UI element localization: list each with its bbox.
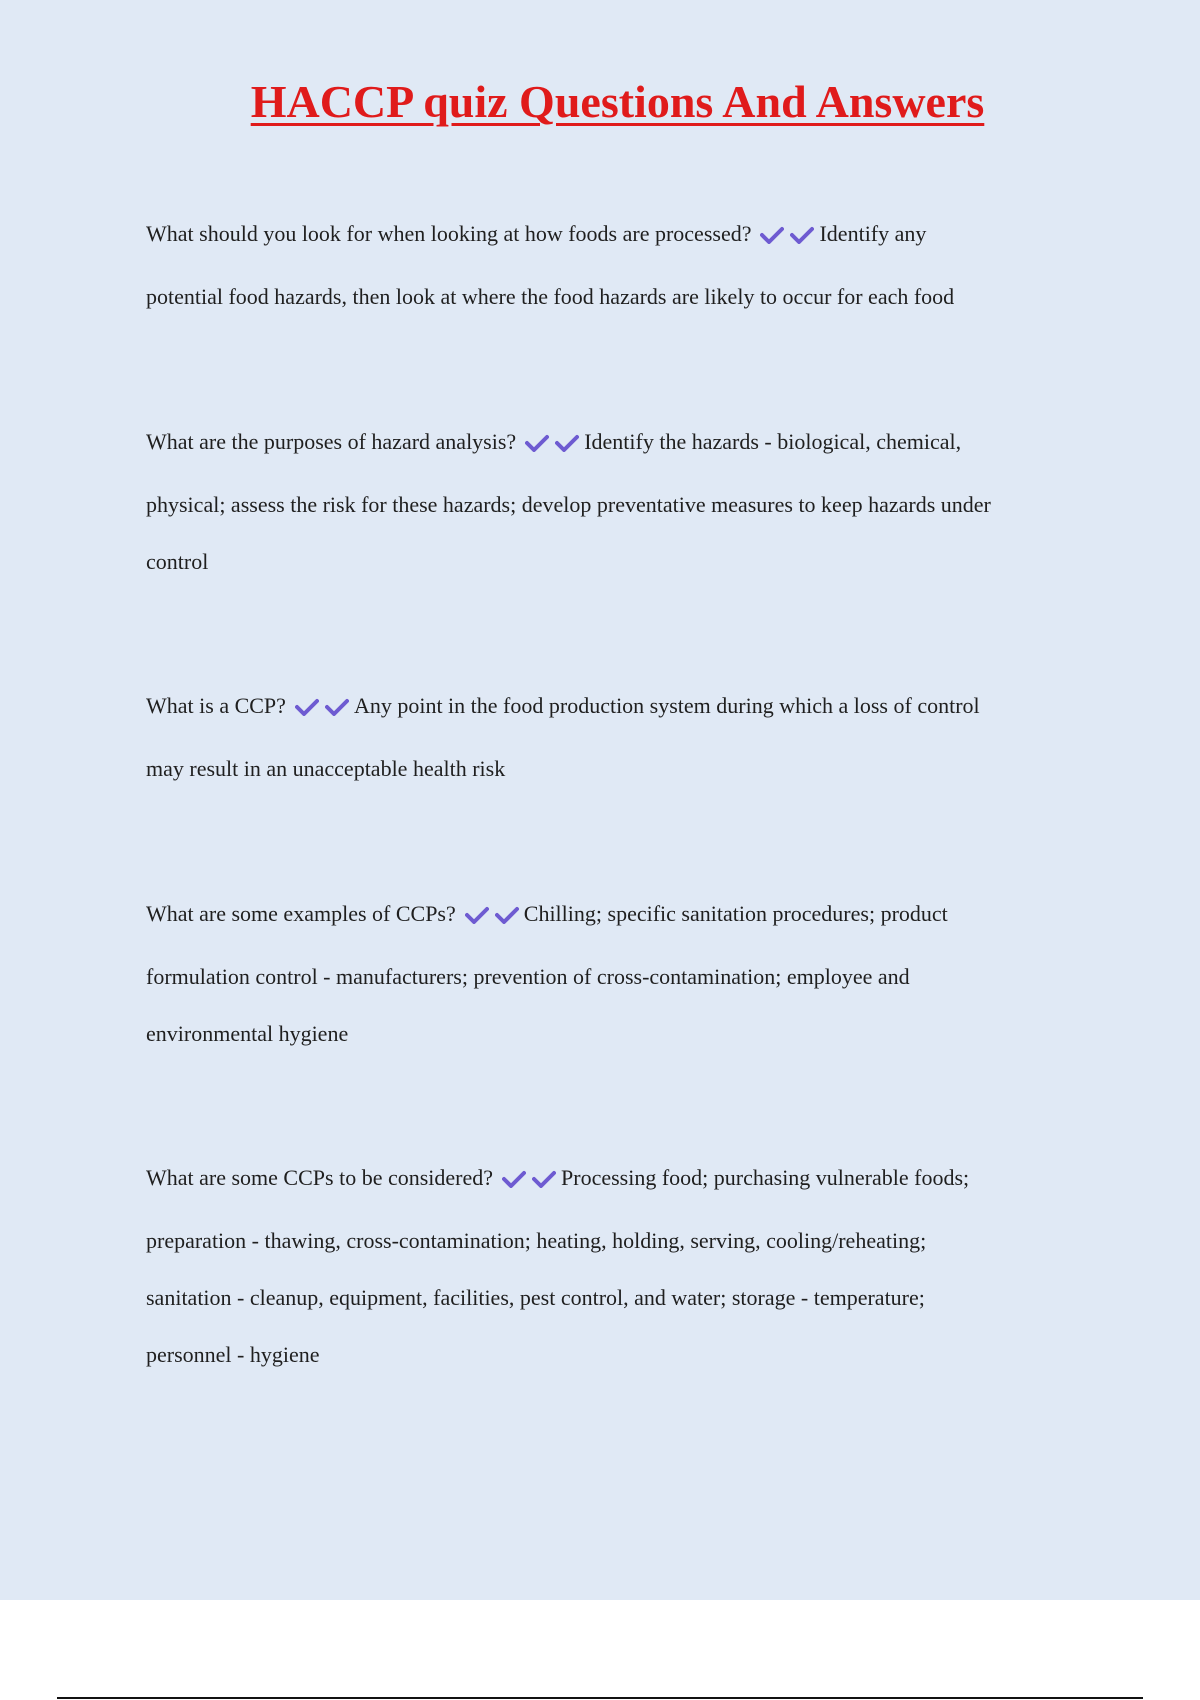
answer-line: potential food hazards, then look at where the food hazards are likely to occur for each food: [146, 284, 955, 309]
question-text: What is a CCP?: [146, 693, 286, 718]
qa-item: [146, 691, 1086, 789]
qa-item: [146, 1163, 1086, 1375]
qa-line: [146, 219, 1086, 260]
checkmark-icon: [295, 698, 319, 716]
footer-divider: [57, 1697, 1143, 1699]
checkmark-icon: [325, 698, 349, 716]
question-text: What should you look for when looking at how foods are processed?: [146, 221, 752, 246]
checkmark-icon: [760, 226, 784, 244]
qa-line: [146, 1163, 1086, 1204]
question-text: What are the purposes of hazard analysis?: [146, 429, 517, 454]
question-text: What are some examples of CCPs?: [146, 901, 456, 926]
checkmark-icon: [790, 226, 814, 244]
qa-line: [146, 427, 1086, 468]
question-text: What are some CCPs to be considered?: [146, 1165, 494, 1190]
checkmark-icon: [495, 906, 519, 924]
answer-line: sanitation - cleanup, equipment, facilities, pest control, and water; storage - temperature;: [146, 1285, 925, 1310]
answer-text: Identify the hazards - biological, chemical,: [584, 429, 962, 454]
checkmark-icon: [465, 906, 489, 924]
checkmark-icon: [525, 434, 549, 452]
answer-text: Processing food; purchasing vulnerable foods;: [561, 1165, 970, 1190]
answer-line: formulation control - manufacturers; prevention of cross-contamination; employee and: [146, 964, 910, 989]
answer-line: environmental hygiene: [146, 1021, 349, 1046]
qa-line: [146, 899, 1086, 940]
page-title: HACCP quiz Questions And Answers: [250, 76, 985, 127]
answer-text: Chilling; specific sanitation procedures; product: [523, 901, 948, 926]
checkmark-icon: [502, 1170, 526, 1188]
answer-line: physical; assess the risk for these hazards; develop preventative measures to keep hazards under: [146, 492, 991, 517]
answer-line: may result in an unacceptable health risk: [146, 756, 506, 781]
checkmark-icon: [555, 434, 579, 452]
qa-item: [146, 427, 1086, 582]
answer-text: Any point in the food production system during which a loss of control: [353, 693, 980, 718]
answer-text: Identify any: [819, 221, 927, 246]
answer-line: control: [146, 549, 209, 574]
answer-line: preparation - thawing, cross-contamination; heating, holding, serving, cooling/reheating;: [146, 1228, 927, 1253]
qa-item: [146, 899, 1086, 1054]
answer-line: personnel - hygiene: [146, 1342, 320, 1367]
qa-item: [146, 219, 1086, 317]
checkmark-icon: [532, 1170, 556, 1188]
qa-line: [146, 691, 1086, 732]
